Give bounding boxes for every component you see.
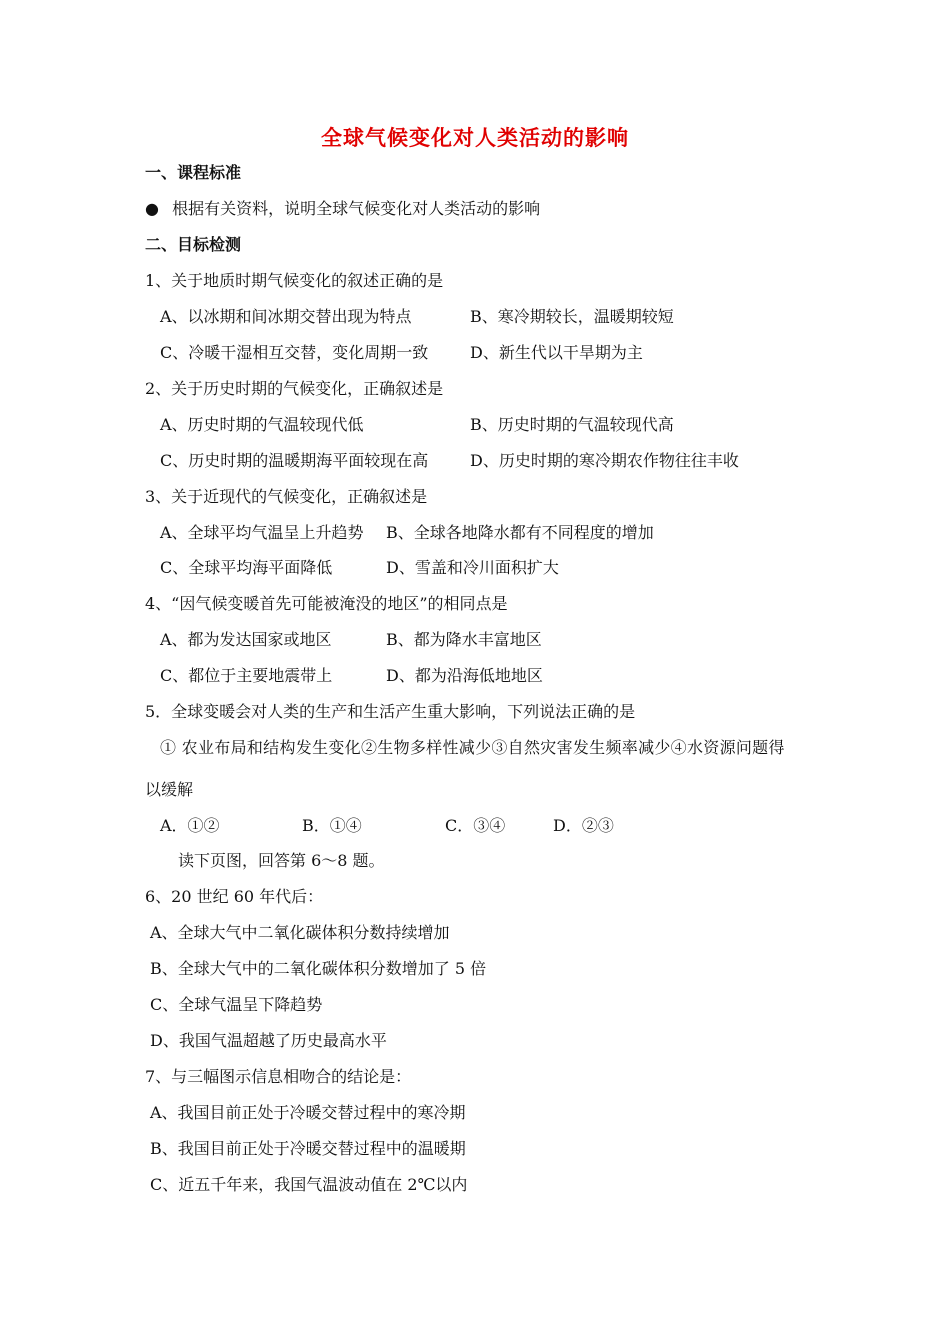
question-5-items-continued: 以缓解 — [145, 780, 194, 799]
question-1-stem: 1、关于地质时期气候变化的叙述正确的是 — [145, 271, 444, 290]
section-heading-standards: 一、课程标准 — [145, 163, 242, 182]
question-6-option-a: A、全球大气中二氧化碳体积分数持续增加 — [150, 923, 450, 942]
question-5-items: ① 农业布局和结构发生变化②生物多样性减少③自然灾害发生频率减少④水资源问题得 — [160, 738, 785, 757]
question-6-option-d: D、我国气温超越了历史最高水平 — [150, 1031, 387, 1050]
question-2-option-c: C、历史时期的温暖期海平面较现在高 — [160, 451, 429, 470]
question-4-option-b: B、都为降水丰富地区 — [386, 630, 542, 649]
question-3-stem: 3、关于近现代的气候变化，正确叙述是 — [145, 487, 428, 506]
question-7-stem: 7、与三幅图示信息相吻合的结论是： — [145, 1067, 412, 1086]
question-2-option-d: D、历史时期的寒冷期农作物往往丰收 — [470, 451, 739, 470]
question-6-option-b: B、全球大气中的二氧化碳体积分数增加了 5 倍 — [150, 959, 487, 978]
question-3-option-b: B、全球各地降水都有不同程度的增加 — [386, 523, 654, 542]
question-5-option-c: C．③④ — [445, 816, 506, 835]
question-1-option-b: B、寒冷期较长，温暖期较短 — [470, 307, 674, 326]
standard-item — [145, 198, 540, 220]
question-4-stem: 4、“因气候变暖首先可能被淹没的地区”的相同点是 — [145, 594, 508, 613]
question-3-option-d: D、雪盖和冷川面积扩大 — [386, 558, 559, 577]
question-1-option-d: D、新生代以干旱期为主 — [470, 343, 643, 362]
question-5-option-d: D．②③ — [553, 816, 614, 835]
instruction-text: 读下页图，回答第 6～8 题。 — [178, 851, 385, 870]
question-3-option-c: C、全球平均海平面降低 — [160, 558, 333, 577]
question-1-option-a: A、以冰期和间冰期交替出现为特点 — [160, 307, 412, 326]
question-1-option-c: C、冷暖干湿相互交替，变化周期一致 — [160, 343, 429, 362]
page-title: 全球气候变化对人类活动的影响 — [321, 125, 629, 150]
question-6-option-c: C、全球气温呈下降趋势 — [150, 995, 323, 1014]
question-6-stem: 6、20 世纪 60 年代后： — [145, 887, 324, 906]
bullet-icon: ● — [145, 199, 159, 218]
question-2-stem: 2、关于历史时期的气候变化，正确叙述是 — [145, 379, 444, 398]
question-2-option-a: A、历史时期的气温较现代低 — [160, 415, 364, 434]
question-5-stem: 5．全球变暖会对人类的生产和生活产生重大影响，下列说法正确的是 — [145, 702, 636, 721]
question-2-option-b: B、历史时期的气温较现代高 — [470, 415, 674, 434]
question-7-option-a: A、我国目前正处于冷暖交替过程中的寒冷期 — [150, 1103, 466, 1122]
question-4-option-c: C、都位于主要地震带上 — [160, 666, 333, 685]
standard-text: 根据有关资料，说明全球气候变化对人类活动的影响 — [172, 199, 541, 218]
question-3-option-a: A、全球平均气温呈上升趋势 — [160, 523, 364, 542]
question-5-option-a: A．①② — [160, 816, 220, 835]
question-4-option-a: A、都为发达国家或地区 — [160, 630, 332, 649]
question-5-option-b: B．①④ — [302, 816, 362, 835]
question-4-option-d: D、都为沿海低地地区 — [386, 666, 543, 685]
section-heading-tests: 二、目标检测 — [145, 235, 242, 254]
question-7-option-b: B、我国目前正处于冷暖交替过程中的温暖期 — [150, 1139, 466, 1158]
question-7-option-c: C、近五千年来，我国气温波动值在 2℃以内 — [150, 1175, 468, 1194]
